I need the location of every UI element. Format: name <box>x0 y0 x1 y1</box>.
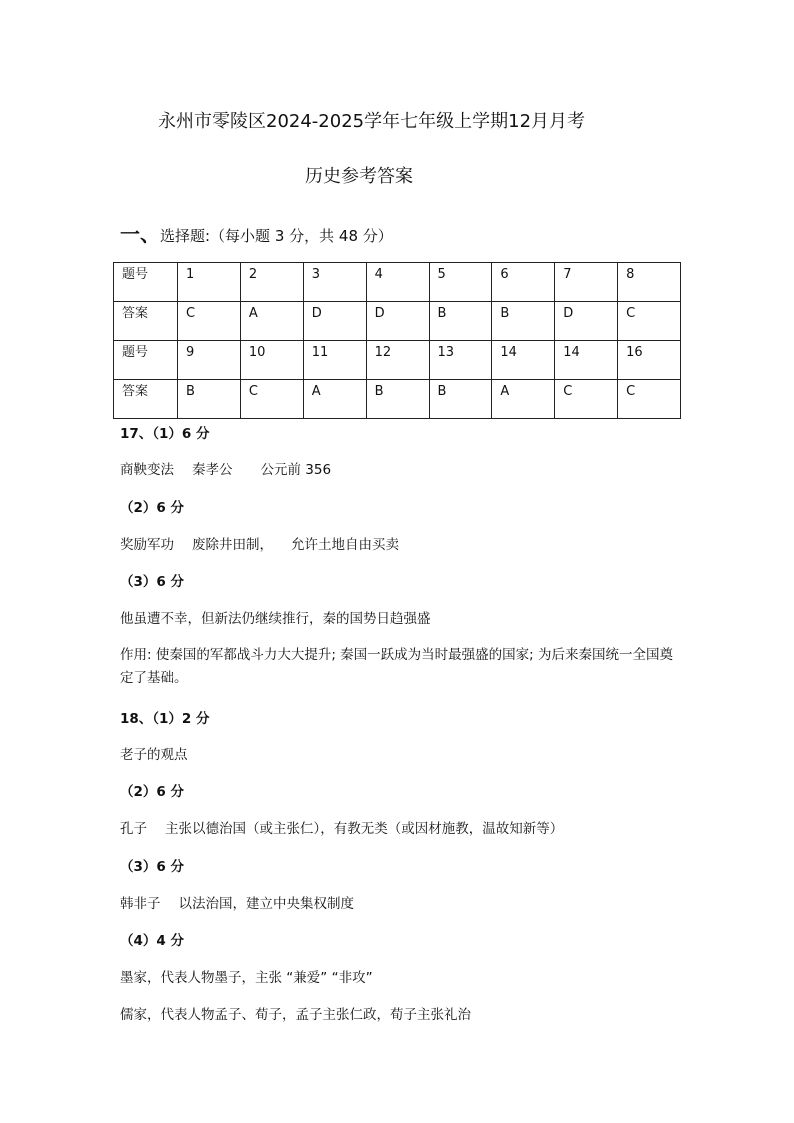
table-row-label: 题号 <box>114 263 178 302</box>
q18-part2-header: （2）6 分 <box>120 784 184 800</box>
question-number-cell: 16 <box>618 341 681 380</box>
question-number-cell: 6 <box>492 263 555 302</box>
question-number-cell: 11 <box>303 341 366 380</box>
table-row-question-numbers <box>114 263 681 302</box>
answer-cell: C <box>555 380 618 419</box>
table-row-label: 答案 <box>114 302 178 341</box>
section-1-text: 选择题:（每小题 3 分，共 48 分） <box>160 227 393 245</box>
q17-part3-effect: 作用: 使秦国的军都战斗力大大提升; 秦国一跃成为当时最强盛的国家; 为后来秦国统一全国奠定了基础。 <box>120 647 674 686</box>
q17-part2-header: （2）6 分 <box>120 500 184 516</box>
answer-cell: B <box>492 302 555 341</box>
answer-term: 商鞅变法 <box>120 462 174 478</box>
q18-part4-answer-confucian: 儒家，代表人物孟子、荀子，孟子主张仁政，荀子主张礼治 <box>120 1007 471 1023</box>
answer-cell: C <box>178 302 241 341</box>
answer-cell: D <box>303 302 366 341</box>
answer-term: 废除井田制， <box>192 537 273 553</box>
answer-term: 奖励军功 <box>120 537 174 553</box>
answer-cell: C <box>618 380 681 419</box>
question-number-cell: 8 <box>618 263 681 302</box>
q18-part4-header: （4）4 分 <box>120 933 184 949</box>
q17-part1-answer <box>120 458 331 478</box>
answer-cell: C <box>618 302 681 341</box>
section-1-number: 一、 <box>120 222 160 246</box>
answer-cell: D <box>555 302 618 341</box>
answer-cell: B <box>178 380 241 419</box>
question-number-cell: 2 <box>240 263 303 302</box>
question-number-cell: 14 <box>555 341 618 380</box>
answer-table <box>113 262 681 419</box>
q17-part1-header: 17、（1）6 分 <box>120 426 210 442</box>
q18-part1-header: 18、（1）2 分 <box>120 711 210 727</box>
answer-term: 秦孝公 <box>192 462 233 478</box>
answer-cell: C <box>240 380 303 419</box>
answer-term: 韩非子 <box>120 896 161 912</box>
question-number-cell: 3 <box>303 263 366 302</box>
answer-cell: A <box>492 380 555 419</box>
answer-cell: A <box>240 302 303 341</box>
table-row-question-numbers <box>114 341 681 380</box>
q18-part4-answer-mohist: 墨家，代表人物墨子，主张 “兼爱” “非攻” <box>120 970 373 986</box>
doc-title: 永州市零陵区2024-2025学年七年级上学期12月月考 <box>158 111 586 132</box>
question-number-cell: 5 <box>429 263 492 302</box>
question-number-cell: 10 <box>240 341 303 380</box>
question-number-cell: 4 <box>366 263 429 302</box>
answer-cell: D <box>366 302 429 341</box>
answer-term: 孔子 <box>120 821 147 837</box>
question-number-cell: 7 <box>555 263 618 302</box>
answer-cell: A <box>303 380 366 419</box>
doc-subtitle: 历史参考答案 <box>305 166 413 187</box>
table-row-answers <box>114 302 681 341</box>
q17-part3-header: （3）6 分 <box>120 574 184 590</box>
q17-part3-answer: 他虽遭不幸，但新法仍继续推行，秦的国势日趋强盛 <box>120 611 431 627</box>
q18-part3-header: （3）6 分 <box>120 859 184 875</box>
q17-part2-answer <box>120 533 399 553</box>
answer-term: 以法治国，建立中央集权制度 <box>178 896 354 912</box>
q18-part3-answer <box>120 892 354 912</box>
question-number-cell: 9 <box>178 341 241 380</box>
question-number-cell: 14 <box>492 341 555 380</box>
question-number-cell: 1 <box>178 263 241 302</box>
table-row-answers <box>114 380 681 419</box>
question-number-cell: 13 <box>429 341 492 380</box>
table-row-label: 答案 <box>114 380 178 419</box>
table-row-label: 题号 <box>114 341 178 380</box>
answer-cell: B <box>429 302 492 341</box>
q18-part1-answer: 老子的观点 <box>120 747 188 763</box>
section-1-heading <box>120 218 393 247</box>
answer-term: 公元前 356 <box>260 462 332 478</box>
answer-cell: B <box>366 380 429 419</box>
question-number-cell: 12 <box>366 341 429 380</box>
answer-term: 主张以德治国（或主张仁），有教无类（或因材施教，温故知新等） <box>165 821 564 837</box>
answer-table-body <box>114 263 681 419</box>
answer-term: 允许土地自由买卖 <box>291 537 399 553</box>
answer-cell: B <box>429 380 492 419</box>
q18-part2-answer <box>120 817 563 837</box>
